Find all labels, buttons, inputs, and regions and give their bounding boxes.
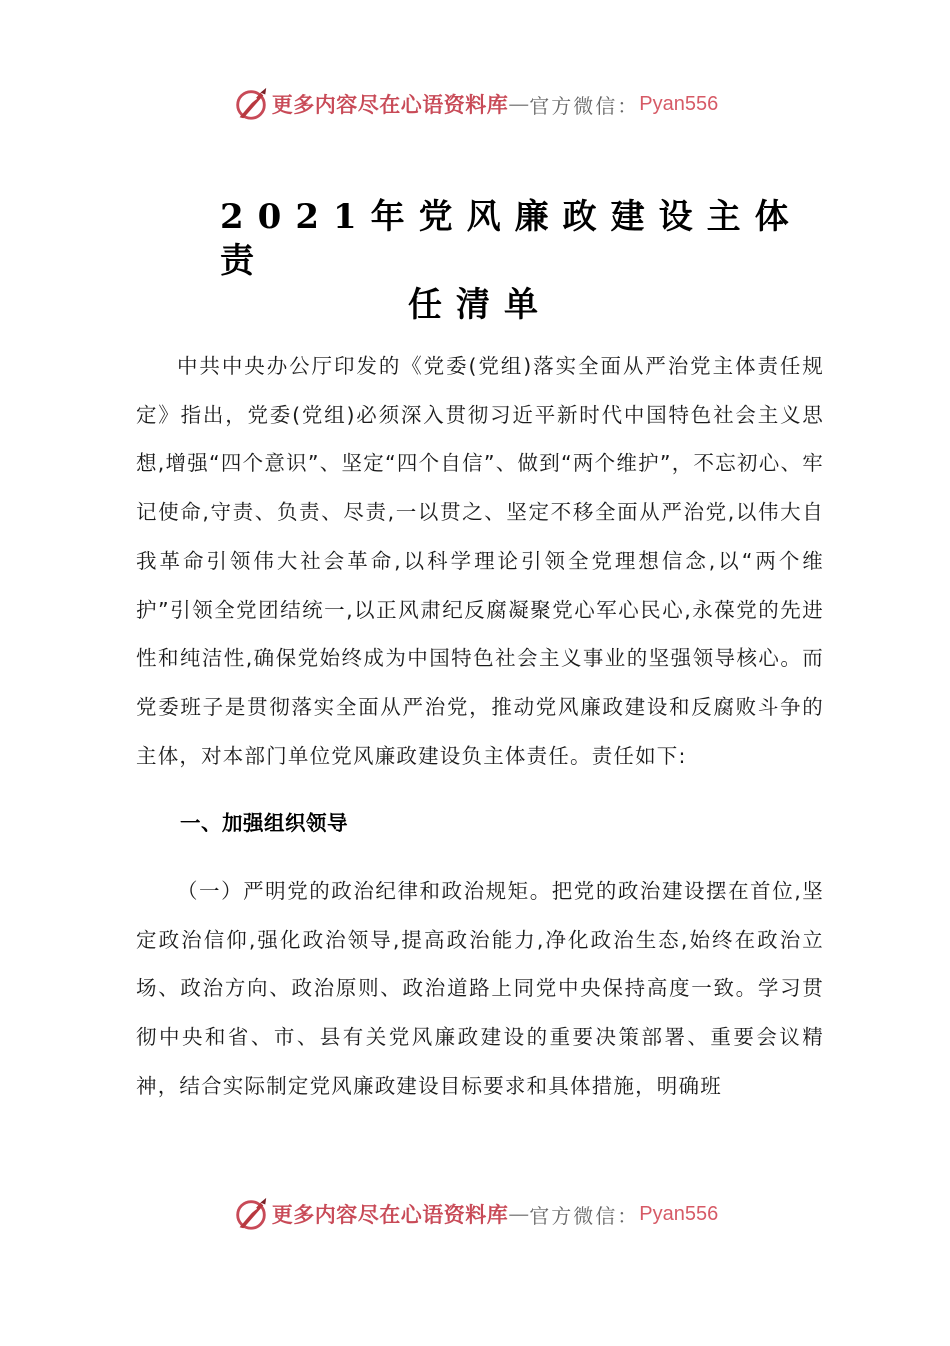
footer-brand-text: 更多内容尽在心语资料库 xyxy=(271,1202,509,1227)
header-brand-text: 更多内容尽在心语资料库 xyxy=(271,92,509,117)
header-wechat-id: Pyan556 xyxy=(639,92,719,115)
document-title xyxy=(150,195,810,327)
intro-paragraph: 中共中央办公厅印发的《党委(党组)落实全面从严治党主体责任规定》指出，党委(党组)必须深入贯彻习近平新时代中国特色社会主义思想,增强“四个意识”、坚定“四个自信”、做到“两个维护”，不忘初心、牢记使命,守责、负责、尽责,一以贯之、坚定不移全面从严治党,以伟大自我革命引领伟大社会革命,以科学理论引领全党理想信念,以“两个维护”引领全党团结统一,以正风肃纪反腐凝聚党心军心民心,永葆党的先进性和纯洁性,确保党始终成为中国特色社会主义事业的坚强领导核心。而党委班子是贯彻落实全面从严治党，推动党风廉政建设和反腐败斗争的主体，对本部门单位党风廉政建设负主体责任。责任如下: xyxy=(136,354,824,768)
section-paragraph: （一）严明党的政治纪律和政治规矩。把党的政治建设摆在首位,坚定政治信仰,强化政治领导,提高政治能力,净化政治生态,始终在政治立场、政治方向、政治原则、政治道路上同党中央保持高度一致。学习贯彻中央和省、市、县有关党风廉政建设的重要决策部署、重要会议精神，结合实际制定党风廉政建设目标要求和具体措施，明确班 xyxy=(136,879,824,1098)
header-separator: — xyxy=(508,92,530,116)
footer-wechat-id: Pyan556 xyxy=(639,1202,719,1225)
header-watermark-banner xyxy=(0,82,950,126)
footer-official-label: 官方微信： xyxy=(529,1203,640,1228)
header-official-label: 官方微信： xyxy=(529,93,640,118)
footer-watermark-banner xyxy=(0,1192,950,1236)
document-body xyxy=(136,342,824,1111)
section-heading: 一、加强组织领导 xyxy=(180,812,348,836)
quill-logo-icon xyxy=(232,1195,270,1233)
footer-separator: — xyxy=(508,1202,530,1226)
document-title-line1: 2021年党风廉政建设主体责 xyxy=(220,197,803,281)
quill-logo-icon xyxy=(232,85,270,123)
document-title-line2: 任清单 xyxy=(408,285,552,325)
